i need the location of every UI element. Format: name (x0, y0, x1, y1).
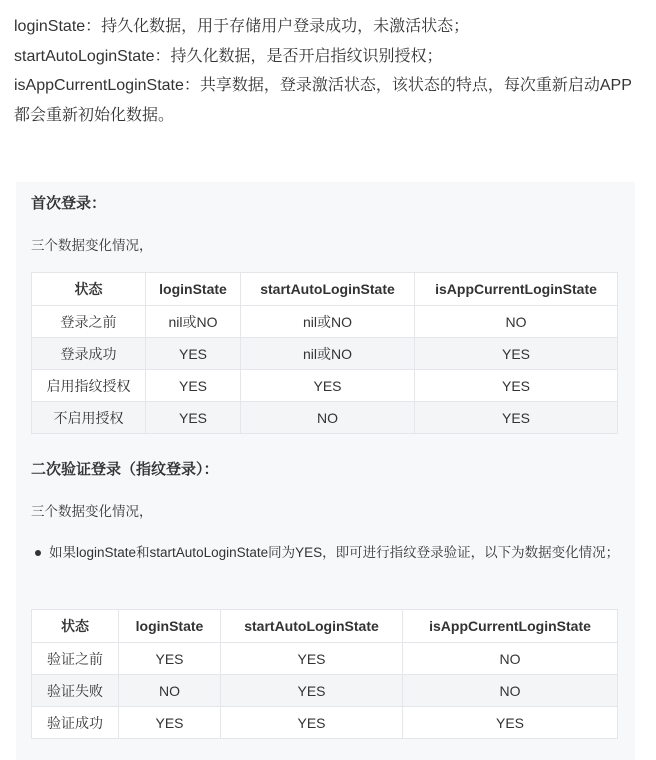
table-header-cell: isAppCurrentLoginState (403, 610, 618, 643)
table-cell: YES (146, 370, 241, 402)
table-row (32, 402, 618, 434)
table-row (32, 707, 618, 739)
table-header-cell: startAutoLoginState (221, 610, 403, 643)
table-row (32, 370, 618, 402)
table-header-cell: loginState (119, 610, 221, 643)
table-cell: NO (119, 675, 221, 707)
table-header-cell: loginState (146, 273, 241, 306)
first-login-title: 首次登录： (31, 195, 107, 212)
second-login-table (31, 609, 618, 739)
intro-paragraph-is-app-current-login-state: isAppCurrentLoginState：共享数据，登录激活状态，该状态的特点，每次重新启动APP都会重新初始化数据。 (14, 77, 632, 124)
table-cell: YES (415, 338, 618, 370)
table-cell: YES (119, 643, 221, 675)
second-login-note: 三个数据变化情况， (31, 504, 153, 519)
table-cell: NO (415, 306, 618, 338)
table-header-row (32, 610, 618, 643)
table-cell: 验证成功 (32, 707, 119, 739)
second-login-bullet (31, 540, 621, 566)
table-cell: 不启用授权 (32, 402, 146, 434)
intro-paragraph-login-state: loginState：持久化数据，用于存储用户登录成功，未激活状态； (14, 18, 470, 35)
table-cell: NO (403, 643, 618, 675)
table-cell: 验证之前 (32, 643, 119, 675)
table-header-cell: 状态 (32, 610, 119, 643)
first-login-note: 三个数据变化情况， (31, 238, 153, 253)
table-cell: YES (221, 643, 403, 675)
table-cell: nil或NO (146, 306, 241, 338)
table-row (32, 338, 618, 370)
table-cell: YES (146, 338, 241, 370)
table-header-cell: isAppCurrentLoginState (415, 273, 618, 306)
table-cell: YES (241, 370, 415, 402)
table-cell: YES (221, 707, 403, 739)
table-row (32, 306, 618, 338)
table-cell: YES (415, 402, 618, 434)
table-cell: YES (403, 707, 618, 739)
table-cell: 登录之前 (32, 306, 146, 338)
table-cell: 验证失败 (32, 675, 119, 707)
bullet-text: 如果loginState和startAutoLoginState同为YES，即可进行指纹登录验证，以下为数据变化情况； (49, 545, 620, 560)
table-cell: NO (241, 402, 415, 434)
table-cell: nil或NO (241, 338, 415, 370)
table-cell: 启用指纹授权 (32, 370, 146, 402)
table-cell: YES (221, 675, 403, 707)
second-login-title: 二次验证登录（指纹登录）： (31, 461, 219, 478)
content-panel (16, 182, 635, 760)
table-header-cell: 状态 (32, 273, 146, 306)
table-cell: YES (415, 370, 618, 402)
table-header-row (32, 273, 618, 306)
bullet-dot-icon (35, 550, 41, 556)
table-cell: 登录成功 (32, 338, 146, 370)
table-row (32, 643, 618, 675)
first-login-table (31, 272, 618, 434)
table-header-cell: startAutoLoginState (241, 273, 415, 306)
intro-paragraph-start-auto-login-state: startAutoLoginState：持久化数据，是否开启指纹识别授权； (14, 47, 443, 65)
table-row (32, 675, 618, 707)
table-cell: nil或NO (241, 306, 415, 338)
table-cell: YES (146, 402, 241, 434)
table-cell: YES (119, 707, 221, 739)
table-cell: NO (403, 675, 618, 707)
intro-section (0, 0, 656, 130)
